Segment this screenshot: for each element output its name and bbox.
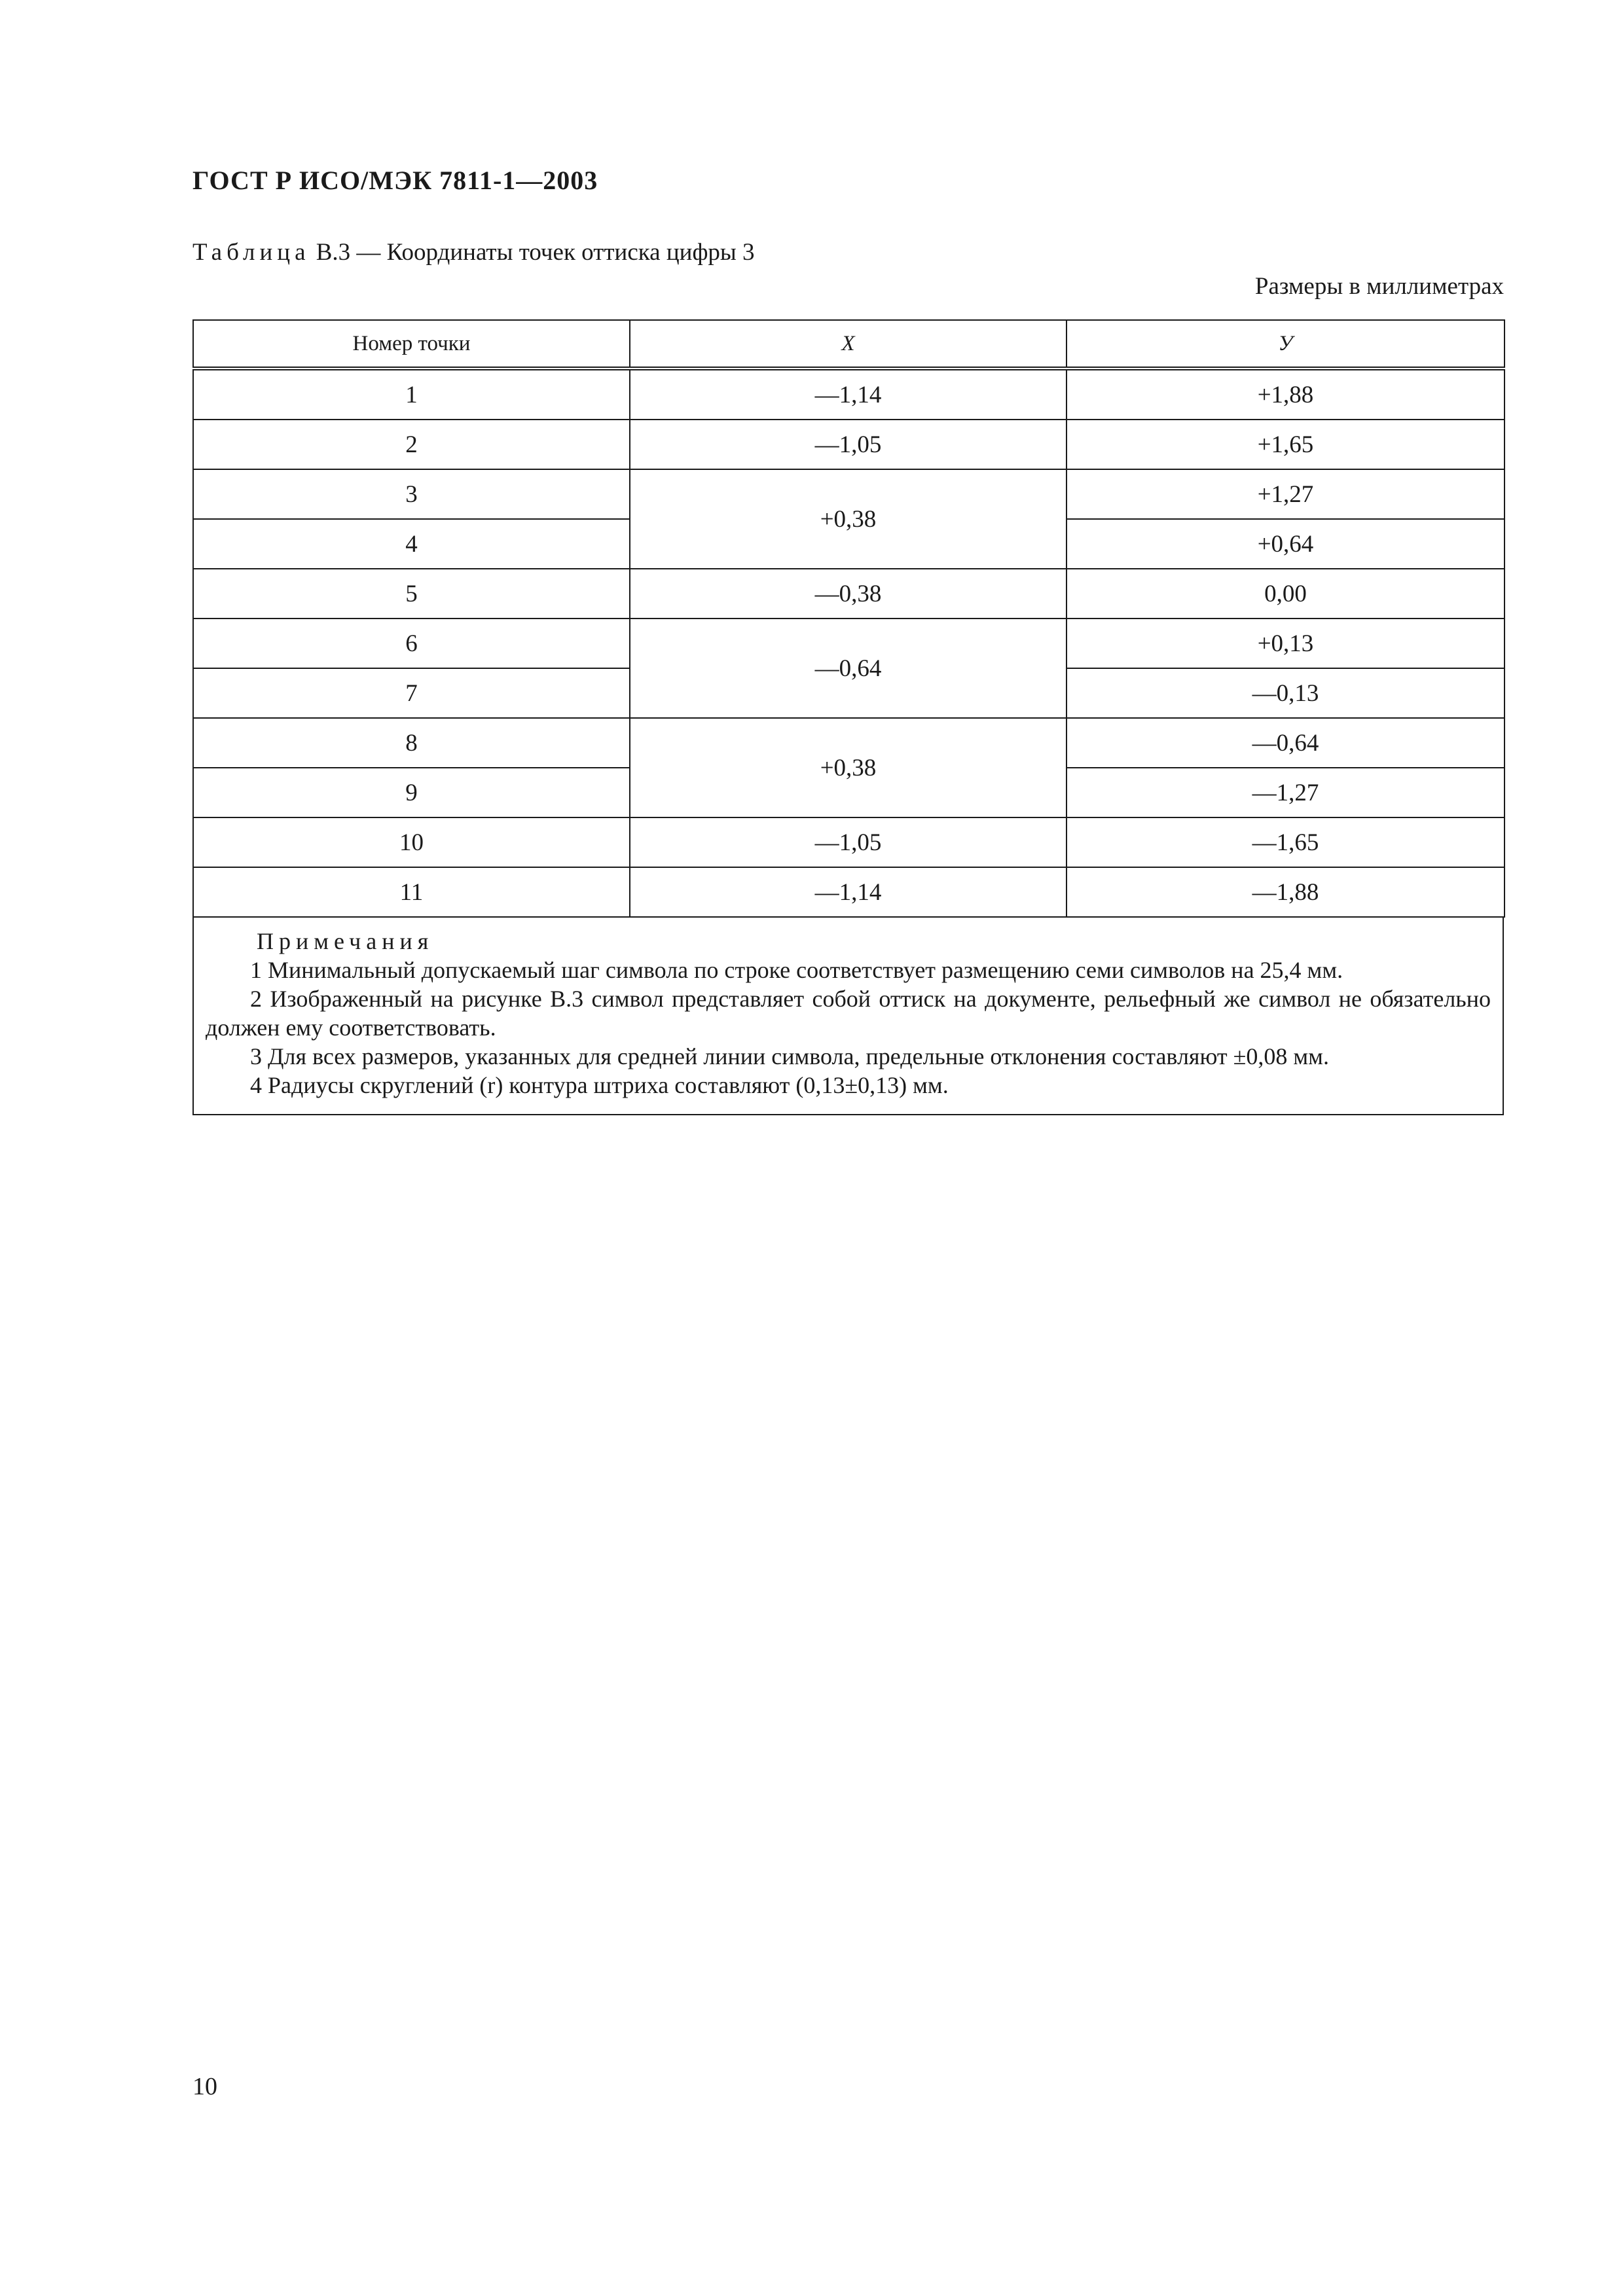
table-row [193, 619, 1504, 668]
header-point-number: Номер точки [193, 320, 630, 368]
document-header-title: ГОСТ Р ИСО/МЭК 7811-1—2003 [192, 166, 598, 195]
coordinates-table [192, 319, 1505, 918]
point-number-cell: 3 [193, 469, 630, 519]
y-value-cell: +0,64 [1067, 519, 1504, 569]
x-value-cell: —0,38 [630, 569, 1067, 619]
point-number-cell: 1 [193, 368, 630, 420]
point-number-cell: 10 [193, 817, 630, 867]
y-value-cell: +1,88 [1067, 368, 1504, 420]
table-caption-text: В.3 — Координаты точек оттиска цифры 3 [310, 239, 755, 266]
x-value-cell: —1,14 [630, 867, 1067, 917]
point-number-cell: 7 [193, 668, 630, 718]
x-value-cell: +0,38 [630, 469, 1067, 569]
y-value-cell: +1,27 [1067, 469, 1504, 519]
table-header-row [193, 320, 1504, 368]
y-value-cell: —0,64 [1067, 718, 1504, 768]
point-number-cell: 8 [193, 718, 630, 768]
note-item-1: 1 Минимальный допускаемый шаг символа по строке соответствует размещению семи символов на 25,4 мм. [250, 957, 1343, 983]
page-number: 10 [192, 2073, 217, 2100]
x-value-cell: —1,14 [630, 368, 1067, 420]
x-value-cell: +0,38 [630, 718, 1067, 817]
table-caption [192, 238, 755, 266]
point-number-cell: 6 [193, 619, 630, 668]
note-item-3: 3 Для всех размеров, указанных для средней линии символа, предельные отклонения составляют ±0,08 мм. [250, 1043, 1329, 1069]
point-number-cell: 9 [193, 768, 630, 817]
y-value-cell: 0,00 [1067, 569, 1504, 619]
y-value-cell: +0,13 [1067, 619, 1504, 668]
y-value-cell: —1,65 [1067, 817, 1504, 867]
point-number-cell: 5 [193, 569, 630, 619]
point-number-cell: 4 [193, 519, 630, 569]
header-x: X [630, 320, 1067, 368]
table-row [193, 817, 1504, 867]
table-notes [192, 918, 1504, 1115]
point-number-cell: 11 [193, 867, 630, 917]
x-value-cell: —1,05 [630, 420, 1067, 469]
table-row [193, 867, 1504, 917]
coordinates-table-wrapper [192, 319, 1504, 1115]
note-item-2: 2 Изображенный на рисунке В.3 символ представляет собой оттиск на документе, рельефный же символ не обязательно должен ему соответствовать. [206, 986, 1491, 1041]
table-row [193, 569, 1504, 619]
notes-title: Примечания [257, 928, 434, 954]
table-row [193, 718, 1504, 768]
header-y: У [1067, 320, 1504, 368]
note-item-4: 4 Радиусы скруглений (r) контура штриха составляют (0,13±0,13) мм. [250, 1072, 949, 1098]
y-value-cell: —0,13 [1067, 668, 1504, 718]
y-value-cell: —1,88 [1067, 867, 1504, 917]
y-value-cell: —1,27 [1067, 768, 1504, 817]
table-row [193, 469, 1504, 519]
units-note: Размеры в миллиметрах [1254, 273, 1504, 300]
table-row [193, 368, 1504, 420]
table-row [193, 420, 1504, 469]
y-value-cell: +1,65 [1067, 420, 1504, 469]
point-number-cell: 2 [193, 420, 630, 469]
x-value-cell: —1,05 [630, 817, 1067, 867]
x-value-cell: —0,64 [630, 619, 1067, 718]
table-caption-prefix: Таблица [192, 239, 310, 266]
